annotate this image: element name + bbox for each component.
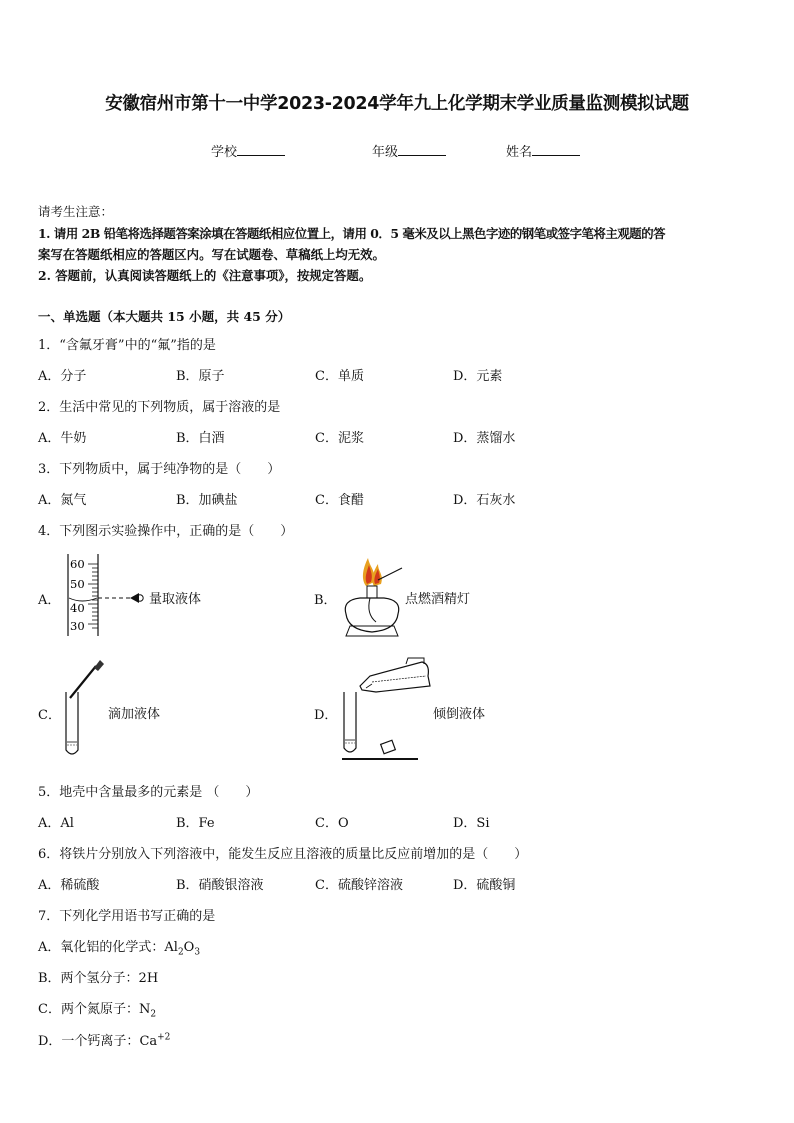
- q6-option-a: A．稀硫酸: [38, 878, 100, 893]
- q7-option-c: [38, 998, 156, 1020]
- cylinder-tick-30: 30: [70, 619, 85, 633]
- q3-option-b: B．加碘盐: [176, 493, 238, 508]
- grade-label: 年级: [372, 145, 399, 160]
- q7-option-a-text: A．氧化铝的化学式：: [38, 940, 165, 955]
- grade-blank: [398, 144, 446, 156]
- grade-field: [372, 141, 446, 160]
- q6-option-c: C．硫酸锌溶液: [315, 878, 403, 893]
- q1-option-a: A．分子: [38, 369, 87, 384]
- q2-stem: 2．生活中常见的下列物质，属于溶液的是: [38, 400, 281, 415]
- cylinder-tick-60: 60: [70, 557, 85, 571]
- q7-option-d: [38, 1030, 170, 1049]
- q3-stem: 3．下列物质中，属于纯净物的是（ ）: [38, 462, 281, 477]
- q4-option-b-label: B．: [314, 593, 337, 608]
- name-label: 姓名: [506, 145, 533, 160]
- q1-option-d: D．元素: [453, 369, 503, 384]
- q6-option-b: B．硝酸银溶液: [176, 878, 264, 893]
- formula-al: Al: [164, 940, 178, 955]
- q7-stem: 7．下列化学用语书写正确的是: [38, 909, 216, 924]
- q5-option-c: C．O: [315, 816, 349, 831]
- q4-option-d-text: 倾倒液体: [433, 707, 486, 722]
- name-blank: [532, 144, 580, 156]
- school-blank: [237, 144, 285, 156]
- name-field: [506, 141, 580, 160]
- q1-option-b: B．原子: [176, 369, 225, 384]
- alcohol-lamp-figure: [336, 556, 408, 640]
- subscript-2: 2: [150, 1009, 157, 1020]
- formula-o: O: [183, 940, 195, 955]
- q7-option-a: [38, 936, 200, 958]
- q1-option-c: C．单质: [315, 369, 364, 384]
- q3-option-c: C．食醋: [315, 493, 364, 508]
- q4-option-c-label: C．: [38, 708, 61, 723]
- q5-option-a: A．Al: [38, 816, 74, 831]
- q7-option-c-text: C．两个氮原子：: [38, 1002, 139, 1017]
- q4-option-c-text: 滴加液体: [108, 707, 161, 722]
- cylinder-tick-40: 40: [70, 601, 85, 615]
- q2-option-d: D．蒸馏水: [453, 431, 516, 446]
- q4-option-d-label: D．: [314, 708, 338, 723]
- q6-stem: 6．将铁片分别放入下列溶液中，能发生反应且溶液的质量比反应前增加的是（ ）: [38, 847, 528, 862]
- q2-option-c: C．泥浆: [315, 431, 364, 446]
- section-heading: 一、单选题（本大题共 15 小题，共 45 分）: [38, 309, 291, 324]
- q4-option-a-text: 量取液体: [149, 592, 202, 607]
- q3-option-d: D．石灰水: [453, 493, 516, 508]
- q7-option-d-text: D．一个钙离子：: [38, 1034, 140, 1049]
- dropper-figure: [58, 656, 108, 760]
- q4-option-a-label: A．: [38, 593, 61, 608]
- notice-line-2: 2. 答题前，认真阅读答题纸上的《注意事项》，按规定答题。: [38, 268, 372, 283]
- q5-option-d: D．Si: [453, 816, 490, 831]
- subscript-2: 2: [177, 947, 184, 958]
- q2-option-b: B．白酒: [176, 431, 225, 446]
- eye-icon: [130, 593, 139, 603]
- q5-option-b: B．Fe: [176, 816, 215, 831]
- cylinder-tick-50: 50: [70, 577, 85, 591]
- q2-option-a: A．牛奶: [38, 431, 87, 446]
- notice-heading: 请考生注意：: [38, 204, 114, 219]
- q4-stem: 4．下列图示实验操作中，正确的是（ ）: [38, 524, 294, 539]
- page-title: 安徽宿州市第十一中学2023-2024学年九上化学期末学业质量监测模拟试题: [105, 94, 689, 114]
- notice-line-1a: 1. 请用 2B 铅笔将选择题答案涂填在答题纸相应位置上，请用 0．5 毫米及以上黑色字迹的钢笔或签字笔将主观题的答: [38, 226, 666, 241]
- q6-option-d: D．硫酸铜: [453, 878, 516, 893]
- pouring-figure: [336, 656, 436, 762]
- q5-stem: 5．地壳中含量最多的元素是 （ ）: [38, 785, 259, 800]
- notice-line-1b: 案写在答题纸相应的答题区内。写在试题卷、草稿纸上均无效。: [38, 247, 385, 262]
- q3-option-a: A．氮气: [38, 493, 87, 508]
- q4-option-b-text: 点燃酒精灯: [405, 592, 471, 607]
- school-label: 学校: [211, 145, 238, 160]
- superscript-charge: +2: [157, 1032, 171, 1043]
- formula-n: N: [138, 1002, 151, 1017]
- q1-stem: 1．“含氟牙膏”中的“氟”指的是: [38, 338, 216, 353]
- q7-option-b: B．两个氢分子：2H: [38, 971, 159, 986]
- formula-ca: Ca: [139, 1034, 158, 1049]
- subscript-3: 3: [194, 947, 201, 958]
- school-field: [211, 141, 285, 160]
